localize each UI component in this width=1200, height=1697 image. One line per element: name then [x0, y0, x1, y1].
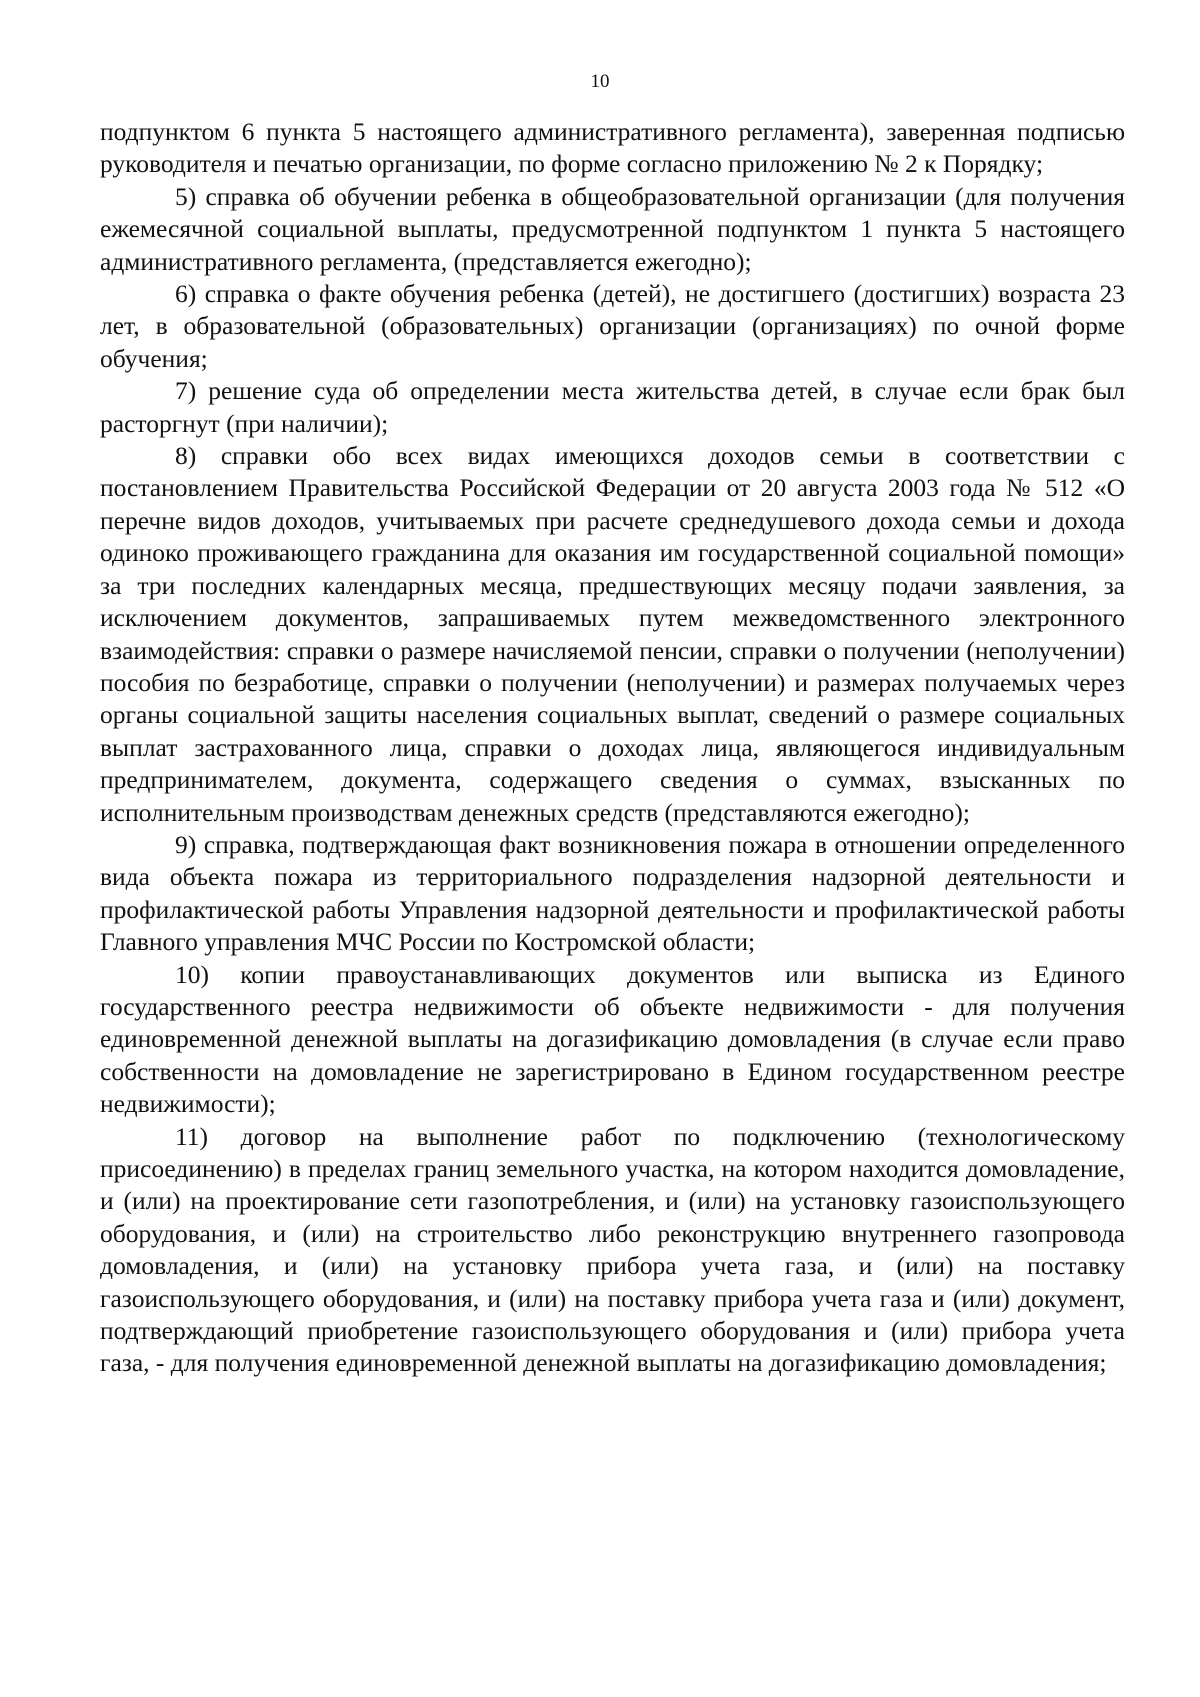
- list-item-8: 8) справки обо всех видах имеющихся доходов семьи в соответствии с постановлением Правительства Российской Федерации от 20 августа 2003 года № 512 «О перечне видов доходов, учитываемых при расчете среднедушевого дохода семьи и дохода одиноко проживающего гражданина для оказания им государственной социальной помощи» за три последних календарных месяца, предшествующих месяцу подачи заявления, за исключением документов, запрашиваемых путем межведомственного электронного взаимодействия: справки о размере начисляемой пенсии, справки о получении (неполучении) пособия по безработице, справки о получении (неполучении) и размерах получаемых через органы социальной защиты населения социальных выплат, сведений о размере социальных выплат застрахованного лица, справки о доходах лица, являющегося индивидуальным предпринимателем, документа, содержащего сведения о суммах, взысканных по исполнительным производствам денежных средств (представляются ежегодно);: [100, 441, 1125, 827]
- list-item-5: 5) справка об обучении ребенка в общеобразовательной организации (для получения ежемесячной социальной выплаты, предусмотренной подпунктом 1 пункта 5 настоящего административного регламента, (представляется ежегодно);: [100, 181, 1125, 276]
- list-item-6: 6) справка о факте обучения ребенка (детей), не достигшего (достигших) возраста 23 лет, в образовательной (образовательных) организации (организациях) по очной форме обучения;: [100, 279, 1125, 373]
- list-item-11: 11) договор на выполнение работ по подключению (технологическому присоединению) в пределах границ земельного участка, на котором находится домовладение, и (или) на проектирование сети газопотребления, и (или) на установку газоиспользующего оборудования, и (или) на строительство либо реконструкцию внутреннего газопровода домовладения, и (или) на установку прибора учета газа, и (или) на поставку газоиспользующего оборудования, и (или) на поставку прибора учета газа и (или) документ, подтверждающий приобретение газоиспользующего оборудования и (или) прибора учета газа, - для получения единовременной денежной выплаты на догазификацию домовладения;: [100, 1121, 1125, 1378]
- list-item-9: 9) справка, подтверждающая факт возникновения пожара в отношении определенного вида объекта пожара из территориального подразделения надзорной деятельности и профилактической работы Управления надзорной деятельности и профилактической работы Главного управления МЧС России по Костромской области;: [100, 829, 1125, 957]
- page-number: 10: [590, 71, 610, 92]
- list-item-10: 10) копии правоустанавливающих документов или выписка из Единого государственного реестра недвижимости об объекте недвижимости - для получения единовременной денежной выплаты на догазификацию домовладения (в случае если право собственности на домовладение не зарегистрировано в Едином государственном реестре недвижимости);: [100, 959, 1125, 1119]
- paragraph-continuation: подпунктом 6 пункта 5 настоящего административного регламента), заверенная подписью руководителя и печатью организации, по форме согласно приложению № 2 к Порядку;: [100, 117, 1125, 179]
- list-item-7: 7) решение суда об определении места жительства детей, в случае если брак был расторгнут (при наличии);: [100, 376, 1125, 438]
- document-body: [100, 116, 1125, 1380]
